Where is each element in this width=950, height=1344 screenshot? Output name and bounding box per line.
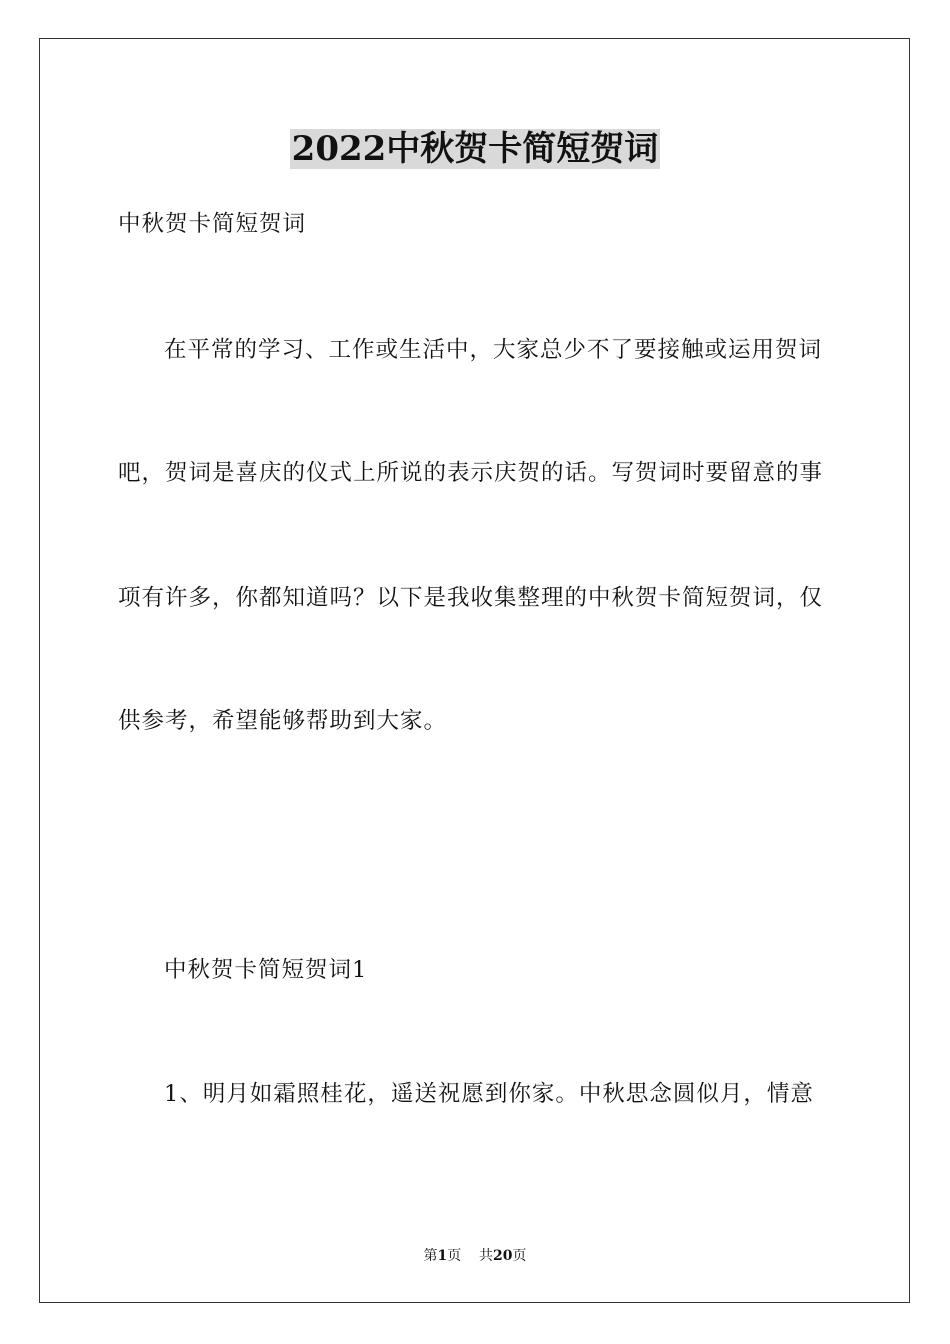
- footer-total-prefix: 共: [479, 1248, 494, 1264]
- title-text: 2022中秋贺卡简短贺词: [291, 129, 659, 169]
- footer-page-prefix: 第: [423, 1248, 438, 1264]
- intro-line-1: 在平常的学习、工作或生活中，大家总少不了要接触或运用贺词: [164, 337, 823, 363]
- page-footer: [0, 1246, 950, 1266]
- footer-page-suffix: 页: [447, 1248, 462, 1264]
- footer-total-suffix: 页: [512, 1248, 527, 1264]
- intro-line-4: 供参考，希望能够帮助到大家。: [118, 708, 448, 734]
- section-heading: 中秋贺卡简短贺词1: [164, 957, 368, 983]
- item-1-line: 1、明月如霜照桂花，遥送祝愿到你家。中秋思念圆似月，情意: [164, 1081, 814, 1107]
- intro-line-2: 吧，贺词是喜庆的仪式上所说的表示庆贺的话。写贺词时要留意的事: [118, 460, 824, 486]
- document-subtitle: 中秋贺卡简短贺词: [118, 211, 307, 237]
- footer-total-pages: 20: [493, 1248, 513, 1264]
- document-title: [0, 126, 950, 172]
- intro-line-3: 项有许多，你都知道吗？以下是我收集整理的中秋贺卡简短贺词，仅: [118, 585, 824, 611]
- footer-page-number: 1: [437, 1248, 448, 1264]
